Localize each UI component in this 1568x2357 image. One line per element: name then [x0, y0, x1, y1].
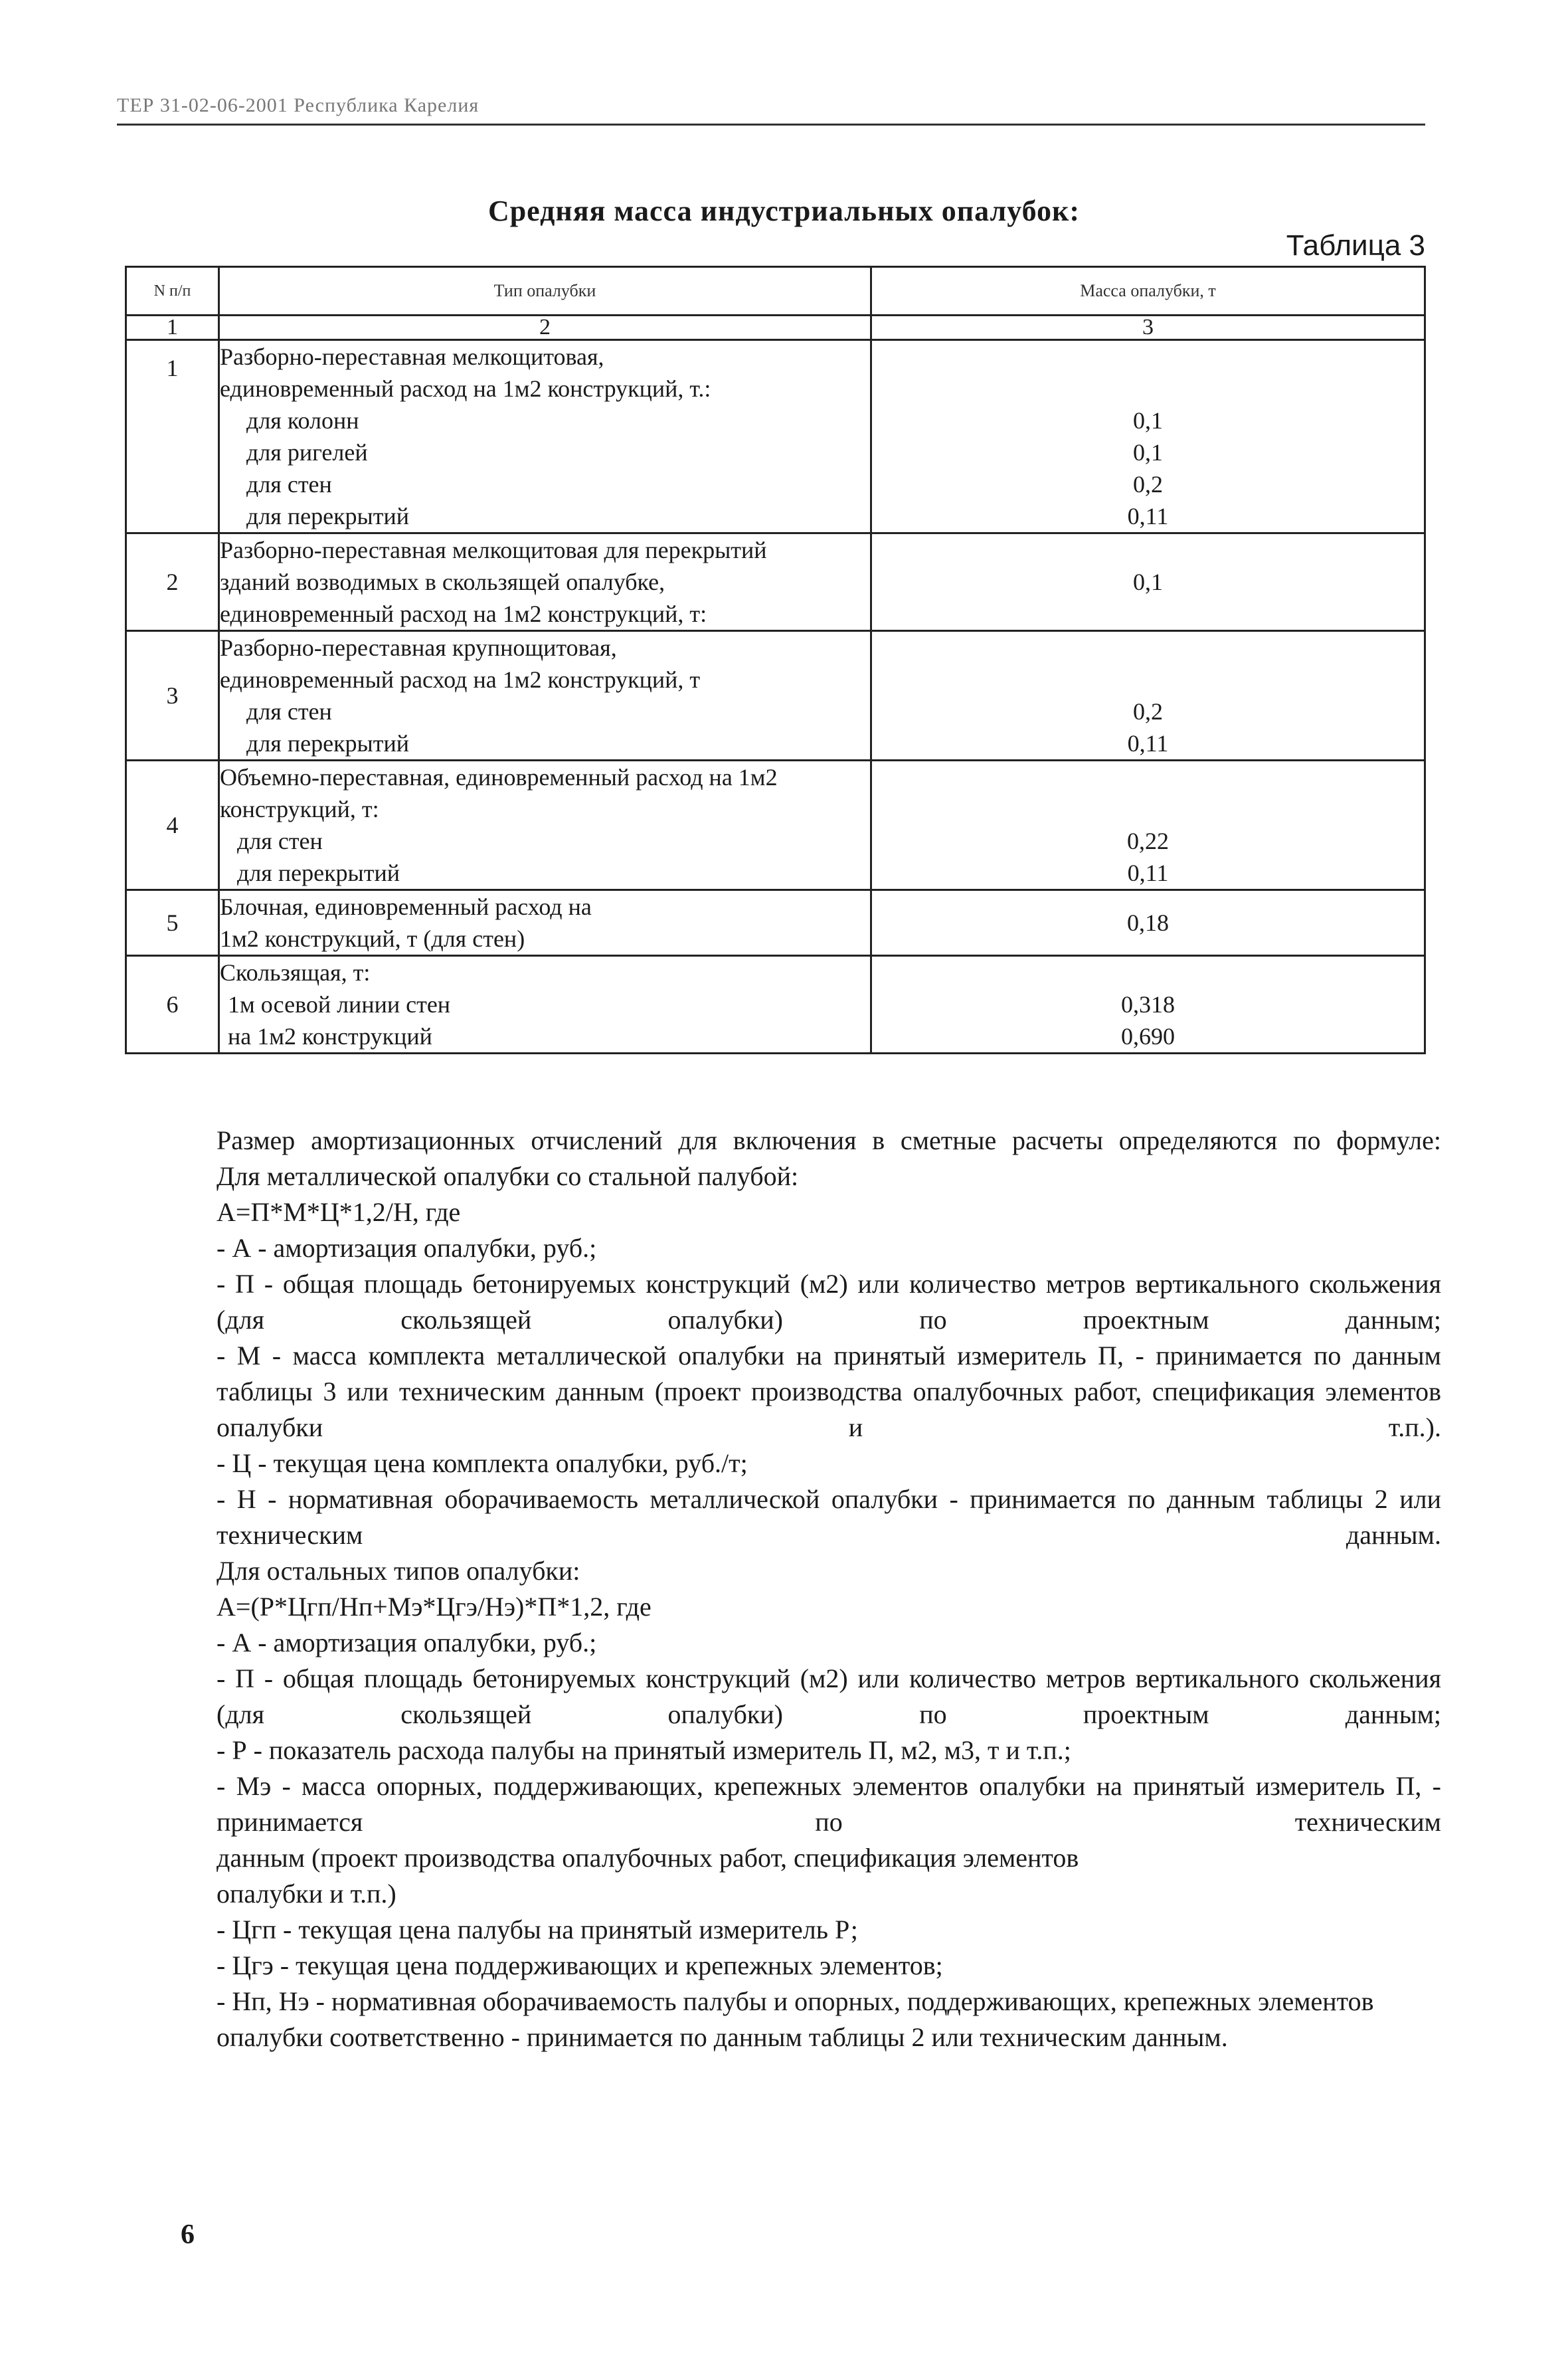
header-mass: Масса опалубки, т	[871, 267, 1425, 316]
index-cell: 3	[871, 316, 1425, 340]
definition-item: - Мэ - масса опорных, поддерживающих, крепежных элементов опалубки на принятый измеритель П, - принимается по техническим	[217, 1771, 1441, 1837]
type-line: единовременный расход на 1м2 конструкций, т:	[220, 601, 707, 627]
type-line: единовременный расход на 1м2 конструкций, т	[220, 666, 701, 693]
mass-value: 0,2	[1133, 698, 1163, 725]
type-cell	[219, 890, 871, 956]
definition-item: - П - общая площадь бетонируемых конструкций (м2) или количество метров вертикального скольжения (для скользящей опалубки) по проектным данным;	[217, 1269, 1441, 1335]
table-row	[126, 631, 1425, 761]
type-line: единовременный расход на 1м2 конструкций, т.:	[220, 375, 711, 402]
page-number: 6	[181, 2219, 195, 2250]
type-line: на 1м2 конструкций	[228, 1023, 432, 1050]
mass-value: 0,11	[1127, 503, 1169, 529]
type-cell	[219, 631, 871, 761]
type-line: 1м осевой линии стен	[228, 991, 451, 1018]
definition-item: - Цгп - текущая цена палубы на принятый измеритель Р;	[217, 1915, 858, 1944]
type-cell	[219, 761, 871, 890]
index-cell: 2	[219, 316, 871, 340]
mass-value: 0,1	[1133, 407, 1163, 434]
row-number: 2	[126, 533, 219, 631]
row-number: 4	[126, 761, 219, 890]
table-row	[126, 340, 1425, 533]
mass-value	[872, 534, 1424, 566]
formwork-mass-table	[125, 266, 1426, 1054]
mass-value	[872, 341, 1424, 373]
table-index-row	[126, 316, 1425, 340]
metal-heading: Для металлической опалубки со стальной палубой:	[217, 1161, 799, 1191]
type-line: Блочная, единовременный расход на	[220, 894, 592, 920]
type-line: для перекрытий	[246, 503, 410, 529]
type-line: Разборно-переставная мелкощитовая для перекрытий	[220, 537, 767, 563]
mass-value	[872, 373, 1424, 405]
type-cell	[219, 956, 871, 1054]
type-line: для стен	[246, 471, 332, 498]
mass-cell	[871, 890, 1425, 956]
definition-item: - Цгэ - текущая цена поддерживающих и крепежных элементов;	[217, 1950, 943, 1980]
formula-other: А=(Р*Цгп/Нп+Мэ*Цгэ/Нэ)*П*1,2, где	[217, 1592, 652, 1622]
formula-metal: А=П*М*Ц*1,2/Н, где	[217, 1197, 461, 1227]
type-line: для перекрытий	[237, 860, 400, 886]
mass-cell	[871, 631, 1425, 761]
page-title: Средняя масса индустриальных опалубок:	[487, 195, 1081, 227]
mass-value	[872, 761, 1424, 793]
table-row	[126, 956, 1425, 1054]
definition-item: - П - общая площадь бетонируемых конструкций (м2) или количество метров вертикального скольжения (для скользящей опалубки) по проектным данным;	[217, 1663, 1441, 1729]
row-number: 1	[126, 340, 219, 533]
type-line: зданий возводимых в скользящей опалубке,	[220, 569, 665, 595]
definition-item: - Н - нормативная оборачиваемость металлической опалубки - принимается по данным таблицы 2 или техническим данным.	[217, 1484, 1441, 1550]
header-rule	[117, 124, 1425, 126]
body-text	[124, 1123, 1441, 2055]
mass-cell	[871, 956, 1425, 1054]
type-line: для колонн	[246, 407, 359, 434]
table-header-row	[126, 267, 1425, 316]
mass-cell	[871, 340, 1425, 533]
row-number: 5	[126, 890, 219, 956]
type-line: Разборно-переставная крупнощитовая,	[220, 634, 617, 661]
mass-value	[872, 632, 1424, 664]
definition-item: - Нп, Нэ - нормативная оборачиваемость палубы и опорных, поддерживающих, крепежных элементов опалубки соответственно - принимается по данным таблицы 2 или техническим данным.	[217, 1986, 1374, 2052]
type-line: Разборно-переставная мелкощитовая,	[220, 343, 604, 370]
mass-value: 0,318	[1121, 991, 1175, 1018]
mass-value	[872, 664, 1424, 696]
mass-value	[872, 793, 1424, 825]
mass-value: 0,11	[1127, 730, 1169, 757]
definition-continuation: данным (проект производства опалубочных работ, спецификация элементов	[217, 1843, 1079, 1873]
header-type: Тип опалубки	[219, 267, 871, 316]
header-num: N п/п	[126, 267, 219, 316]
mass-value: 0,18	[1127, 909, 1169, 936]
mass-value: 0,11	[1127, 860, 1169, 886]
definition-item: - А - амортизация опалубки, руб.;	[217, 1628, 597, 1657]
mass-value: 0,1	[1133, 569, 1163, 595]
other-heading: Для остальных типов опалубки:	[217, 1556, 580, 1586]
type-line: для стен	[237, 828, 323, 854]
type-line: Объемно-переставная, единовременный расход на 1м2	[220, 764, 778, 791]
index-cell: 1	[126, 316, 219, 340]
table-row	[126, 761, 1425, 890]
definition-continuation: опалубки и т.п.)	[217, 1879, 396, 1909]
type-cell	[219, 340, 871, 533]
table-label: Таблица 3	[1286, 229, 1425, 262]
type-cell	[219, 533, 871, 631]
type-line: Скользящая, т:	[220, 959, 371, 986]
mass-value: 0,2	[1133, 471, 1163, 498]
mass-value: 0,690	[1121, 1023, 1175, 1050]
mass-cell	[871, 533, 1425, 631]
type-line: конструкций, т:	[220, 796, 379, 822]
type-line: для ригелей	[246, 439, 368, 466]
running-header: ТЕР 31-02-06-2001 Республика Карелия	[117, 94, 479, 116]
type-line: 1м2 конструкций, т (для стен)	[220, 925, 525, 952]
mass-value: 0,22	[1127, 828, 1169, 854]
mass-value	[872, 957, 1424, 989]
type-line: для стен	[246, 698, 332, 725]
definition-item: - М - масса комплекта металлической опалубки на принятый измеритель П, - принимается по данным таблицы 3 или техническим данным (проект производства опалубочных работ, спецификация элементов опалубки и т.п.).	[217, 1341, 1441, 1442]
mass-cell	[871, 761, 1425, 890]
mass-value: 0,1	[1133, 439, 1163, 466]
mass-value	[872, 598, 1424, 630]
intro-paragraph: Размер амортизационных отчислений для включения в сметные расчеты определяются по формуле:	[217, 1125, 1441, 1155]
table-row	[126, 533, 1425, 631]
definition-item: - Р - показатель расхода палубы на принятый измеритель П, м2, м3, т и т.п.;	[217, 1735, 1071, 1765]
row-number: 3	[126, 631, 219, 761]
definition-item: - А - амортизация опалубки, руб.;	[217, 1233, 597, 1263]
table-row	[126, 890, 1425, 956]
definition-item: - Ц - текущая цена комплекта опалубки, руб./т;	[217, 1448, 748, 1478]
type-line: для перекрытий	[246, 730, 410, 757]
row-number: 6	[126, 956, 219, 1054]
